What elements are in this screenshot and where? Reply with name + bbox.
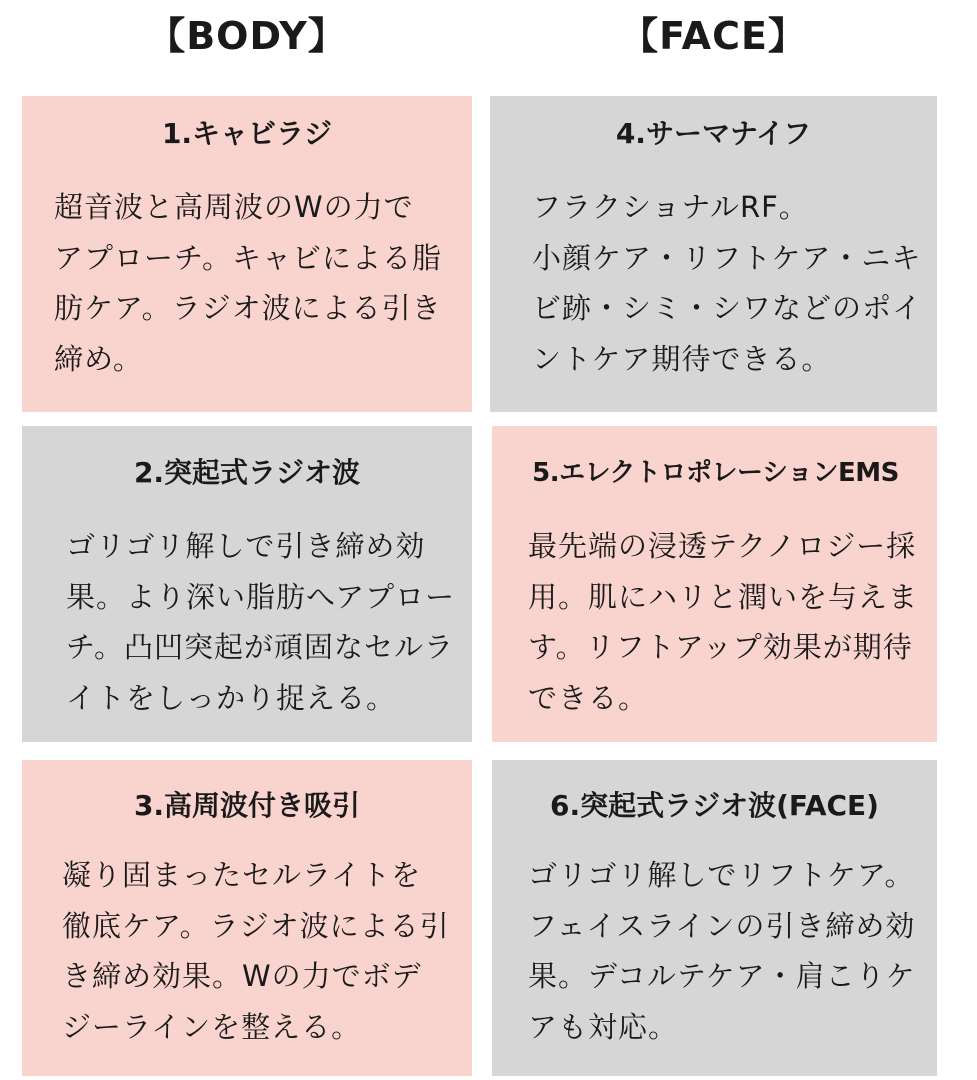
card-description-line: 用。肌にハリと潤いを与えま <box>528 579 919 614</box>
card-description-line: ゴリゴリ解しで引き締め効 <box>66 529 426 563</box>
card-description-line: アプローチ。キャビによる脂 <box>54 240 442 275</box>
card-title: 2.突起式ラジオ波 <box>133 456 361 489</box>
card-description <box>528 521 932 723</box>
card-description-line: ビ跡・シミ・シワなどのポイ <box>532 291 923 325</box>
card-title: 5.エレクトロポレーションEMS <box>532 458 899 488</box>
card-description-line: す。リフトアップ効果が期待 <box>528 630 913 664</box>
card-description-line: イトをしっかり捉える。 <box>66 680 397 715</box>
card-description-line: チ。凸凹突起が頑固なセルラ <box>66 630 454 664</box>
card-cavi-radio <box>22 96 472 412</box>
card-therma-knife <box>490 96 937 412</box>
card-description-line: 徹底ケア。ラジオ波による引 <box>62 908 450 943</box>
card-description-line: 果。デコルテケア・肩こりケ <box>528 959 916 993</box>
card-title: 1.キャビラジ <box>161 117 333 150</box>
card-title: 4.サーマナイフ <box>615 117 812 150</box>
card-description <box>528 850 932 1052</box>
card-description-line: 小顔ケア・リフトケア・ニキ <box>532 240 922 275</box>
card-description <box>54 182 459 384</box>
card-description-line: フラクショナルRF。 <box>532 190 809 224</box>
card-description-line: 肪ケア。ラジオ波による引き <box>54 291 442 325</box>
card-description-line: き締め効果。Wの力でボデ <box>62 959 422 993</box>
card-title: 3.高周波付き吸引 <box>133 789 361 822</box>
card-title: 6.突起式ラジオ波(FACE) <box>550 789 879 822</box>
card-description <box>66 521 466 723</box>
card-description-line: 超音波と高周波のWの力で <box>54 190 414 224</box>
card-description <box>62 850 466 1052</box>
card-description-line: アも対応。 <box>528 1009 679 1044</box>
card-protrusion-radio-wave <box>22 426 472 742</box>
card-electroporation-ems <box>492 426 937 742</box>
card-description-line: フェイスラインの引き締め効 <box>528 908 916 943</box>
card-description-line: ジーラインを整える。 <box>62 1009 362 1044</box>
card-description-line: 凝り固まったセルライトを <box>62 858 422 892</box>
card-rf-suction <box>22 760 472 1076</box>
body-column-heading: 【BODY】 <box>147 14 347 58</box>
card-description-line: 締め。 <box>54 341 143 376</box>
card-protrusion-radio-wave-face <box>492 760 937 1076</box>
face-column-heading: 【FACE】 <box>620 14 807 58</box>
card-description-line: 果。より深い脂肪へアプロー <box>66 579 456 614</box>
card-description-line: ントケア期待できる。 <box>532 341 832 376</box>
card-description-line: できる。 <box>528 680 649 715</box>
card-description-line: ゴリゴリ解しでリフトケア。 <box>528 858 915 892</box>
card-description-line: 最先端の浸透テクノロジー採 <box>528 529 917 563</box>
card-description <box>532 182 932 384</box>
